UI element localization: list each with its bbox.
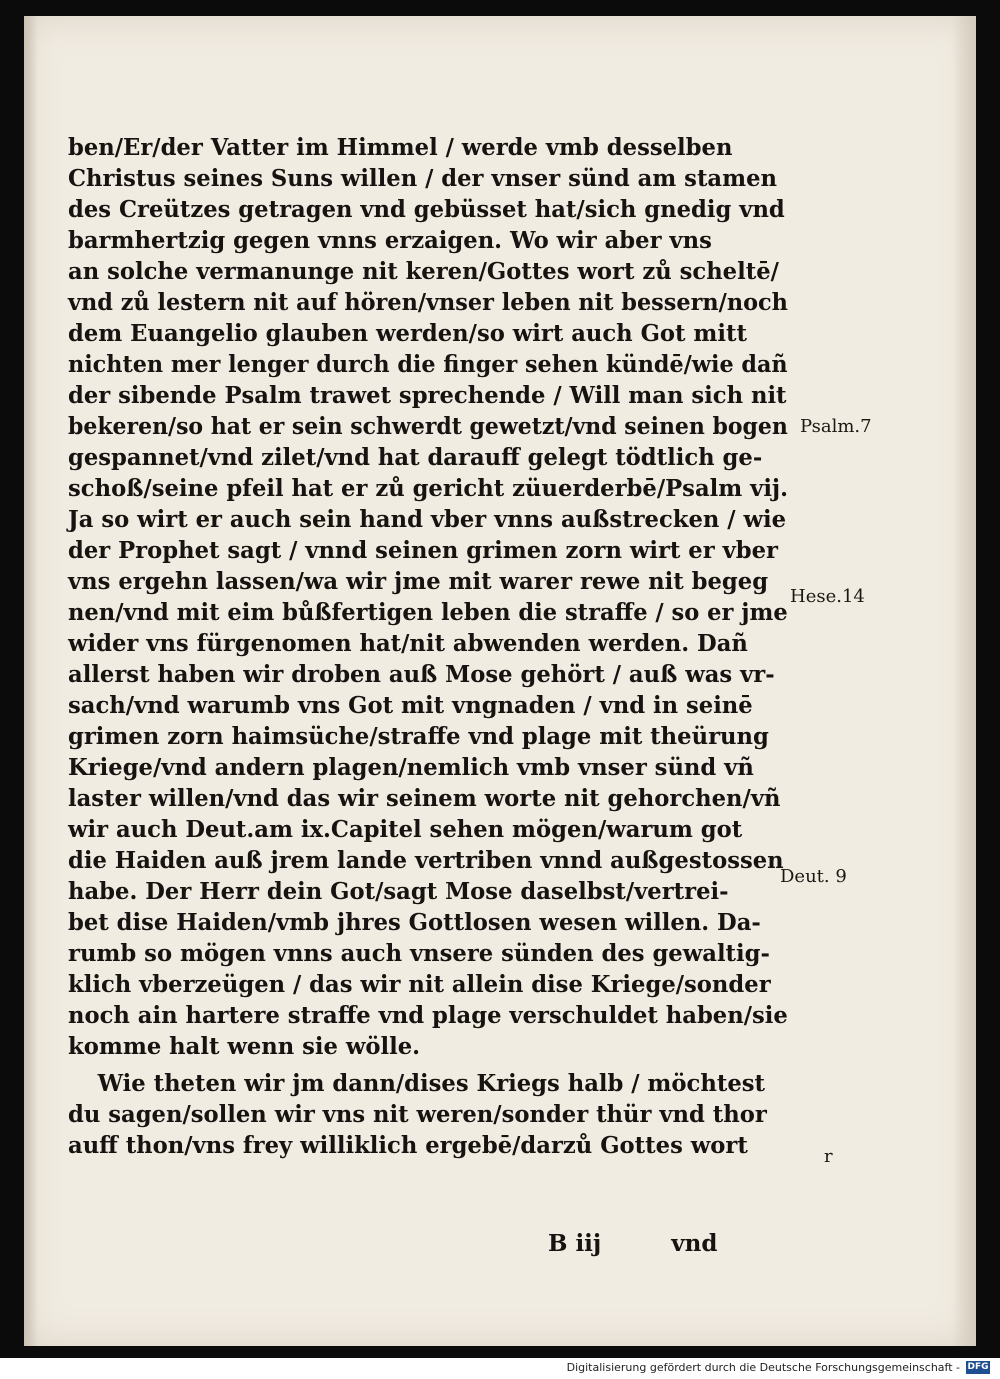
- text-line: der Prophet sagt / vnnd seinen grimen zorn wirt er vber: [68, 537, 778, 564]
- text-line: an solche vermanunge nit keren/Gottes wort zů scheltē/: [68, 258, 779, 285]
- text-line: dem Euangelio glauben werden/so wirt auch Got mitt: [68, 320, 747, 347]
- dfg-logo: DFG: [967, 1362, 989, 1372]
- text-line: habe. Der Herr dein Got/sagt Mose daselbst/vertrei-: [68, 878, 729, 905]
- text-line: bet dise Haiden/vmb jhres Gottlosen wesen willen. Da-: [68, 909, 761, 936]
- text-line: vns ergehn lassen/wa wir jme mit warer rewe nit begeg: [68, 568, 769, 595]
- text-line: wider vns fürgenomen hat/nit abwenden werden. Dañ: [68, 630, 748, 657]
- text-line: der sibende Psalm trawet sprechende / Will man sich nit: [68, 382, 787, 409]
- text-line: Kriege/vnd andern plagen/nemlich vmb vnser sünd vñ: [68, 754, 754, 781]
- margin-note-deuteronomy: Deut. 9: [780, 866, 847, 887]
- text-line: vnd zů lestern nit auf hören/vnser leben nit bessern/noch: [68, 289, 788, 316]
- page-edge-shadow: [952, 16, 976, 1346]
- text-line: wir auch Deut.am ix.Capitel sehen mögen/warum got: [68, 816, 743, 843]
- margin-mark: r: [824, 1146, 833, 1167]
- text-line: Ja so wirt er auch sein hand vber vnns außstrecken / wie: [68, 506, 787, 533]
- page-gutter-shadow: [24, 16, 38, 1346]
- footer-credit: Digitalisierung gefördert durch die Deutsche Forschungsgemeinschaft -: [566, 1361, 960, 1374]
- text-line: schoß/seine pfeil hat er zů gericht züuerderbē/Psalm vij.: [68, 475, 789, 502]
- text-line: grimen zorn haimsüche/straffe vnd plage mit theürung: [68, 723, 769, 750]
- catchword-line: [548, 1230, 779, 1257]
- text-line: bekeren/so hat er sein schwerdt gewetzt/vnd seinen bogen: [68, 413, 788, 440]
- margin-note-hesekiel: Hese.14: [790, 586, 865, 607]
- text-line: des Creützes getragen vnd gebüsset hat/sich gnedig vnd: [68, 196, 785, 223]
- text-line: noch ain hartere straffe vnd plage verschuldet haben/sie: [68, 1002, 788, 1029]
- footer-bar: [0, 1358, 1000, 1379]
- text-line: auff thon/vns frey williklich ergebē/darzů Gottes wort: [68, 1132, 748, 1159]
- catchword: vnd: [671, 1230, 718, 1257]
- text-line: Wie theten wir jm dann/dises Kriegs halb / möchtest: [97, 1070, 766, 1097]
- text-line: Christus seines Suns willen / der vnser sünd am stamen: [68, 165, 778, 192]
- margin-note-psalm: Psalm.7: [800, 416, 872, 437]
- text-line: nichten mer lenger durch die finger sehen kündē/wie dañ: [68, 351, 788, 378]
- text-line: allerst haben wir droben auß Mose gehört / auß was vr-: [68, 661, 775, 688]
- text-line: die Haiden auß jrem lande vertriben vnnd außgestossen: [68, 847, 784, 874]
- text-line: ben/Er/der Vatter im Himmel / werde vmb desselben: [68, 134, 733, 161]
- text-line: barmhertzig gegen vnns erzaigen. Wo wir aber vns: [68, 227, 712, 254]
- text-line: du sagen/sollen wir vns nit weren/sonder thür vnd thor: [68, 1101, 767, 1128]
- text-line: sach/vnd warumb vns Got mit vngnaden / vnd in seinē: [68, 692, 753, 719]
- text-line: laster willen/vnd das wir seinem worte nit gehorchen/vñ: [68, 785, 781, 812]
- text-line: rumb so mögen vnns auch vnsere sünden des gewaltig-: [68, 940, 770, 967]
- text-line: nen/vnd mit eim bůßfertigen leben die straffe / so er jme: [68, 599, 788, 626]
- text-line: gespannet/vnd zilet/vnd hat darauff gelegt tödtlich ge-: [68, 444, 763, 471]
- text-line: komme halt wenn sie wölle.: [68, 1033, 421, 1060]
- text-line: klich vberzeügen / das wir nit allein dise Kriege/sonder: [68, 971, 771, 998]
- signature-mark: B iij: [548, 1230, 602, 1257]
- body-text: [68, 132, 798, 1161]
